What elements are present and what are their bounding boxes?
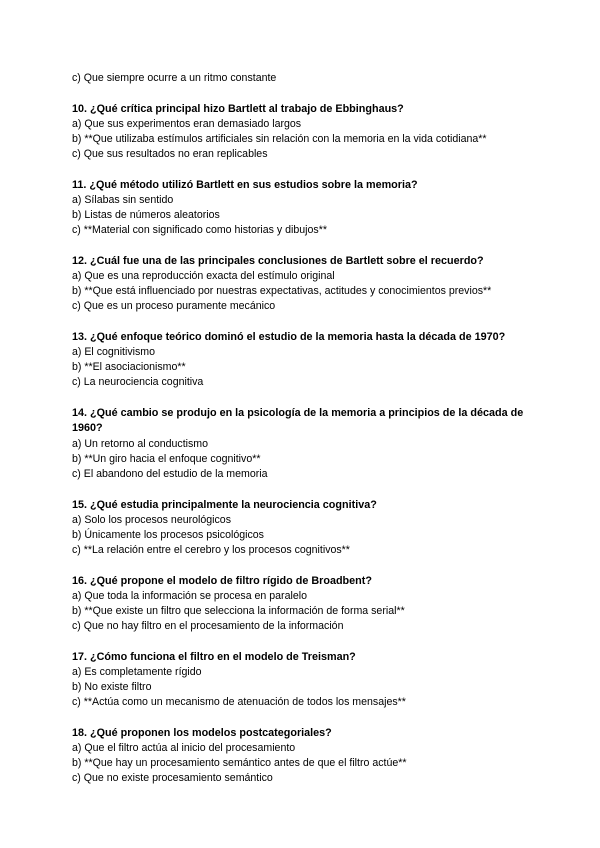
question-title: 18. ¿Qué proponen los modelos postcategoriales? bbox=[72, 726, 332, 739]
option-c: c) Que no existe procesamiento semántico bbox=[72, 772, 273, 784]
option-b: b) Únicamente los procesos psicológicos bbox=[72, 529, 264, 541]
option-c: c) **La relación entre el cerebro y los procesos cognitivos** bbox=[72, 544, 350, 556]
option-a: a) Sílabas sin sentido bbox=[72, 194, 174, 206]
option-c: c) Que sus resultados no eran replicables bbox=[72, 148, 268, 160]
option-c: c) **Actúa como un mecanismo de atenuación de todos los mensajes** bbox=[72, 696, 406, 708]
option-b: b) **Que hay un procesamiento semántico antes de que el filtro actúe** bbox=[72, 757, 407, 769]
option-a: a) Es completamente rígido bbox=[72, 666, 202, 678]
option-a: a) Que toda la información se procesa en paralelo bbox=[72, 590, 307, 602]
option-c: c) Que no hay filtro en el procesamiento de la información bbox=[72, 620, 344, 632]
option-c: c) La neurociencia cognitiva bbox=[72, 376, 204, 388]
option-a: a) Un retorno al conductismo bbox=[72, 438, 209, 450]
question-title: 12. ¿Cuál fue una de las principales conclusiones de Bartlett sobre el recuerdo? bbox=[72, 254, 484, 267]
option-a: a) Que el filtro actúa al inicio del procesamiento bbox=[72, 742, 296, 754]
question-11 bbox=[72, 178, 542, 239]
option-b: b) **Que utilizaba estímulos artificiales sin relación con la memoria en la vida cotidiana** bbox=[72, 133, 487, 145]
option-b: b) No existe filtro bbox=[72, 681, 152, 693]
option-a: a) Que es una reproducción exacta del estímulo original bbox=[72, 270, 335, 282]
question-title: 16. ¿Qué propone el modelo de filtro rígido de Broadbent? bbox=[72, 574, 372, 587]
question-title: 10. ¿Qué crítica principal hizo Bartlett al trabajo de Ebbinghaus? bbox=[72, 102, 404, 115]
option-a: a) El cognitivismo bbox=[72, 346, 156, 358]
question-18 bbox=[72, 726, 542, 787]
option-c: c) **Material con significado como historias y dibujos** bbox=[72, 224, 327, 236]
question-title: 15. ¿Qué estudia principalmente la neurociencia cognitiva? bbox=[72, 498, 377, 511]
question-14 bbox=[72, 406, 542, 483]
question-title: 11. ¿Qué método utilizó Bartlett en sus estudios sobre la memoria? bbox=[72, 178, 418, 191]
question-title: 14. ¿Qué cambio se produjo en la psicología de la memoria a principios de la década de 1960? bbox=[72, 406, 524, 434]
quiz-content bbox=[72, 71, 542, 786]
option-c: c) El abandono del estudio de la memoria bbox=[72, 468, 268, 480]
question-title: 13. ¿Qué enfoque teórico dominó el estudio de la memoria hasta la década de 1970? bbox=[72, 330, 506, 343]
option-a: a) Solo los procesos neurológicos bbox=[72, 514, 231, 526]
question-15 bbox=[72, 498, 542, 559]
option-c: c) Que es un proceso puramente mecánico bbox=[72, 300, 276, 312]
option-b: b) **Que existe un filtro que selecciona la información de forma serial** bbox=[72, 605, 405, 617]
question-10 bbox=[72, 102, 542, 163]
question-16 bbox=[72, 574, 542, 635]
question-title: 17. ¿Cómo funciona el filtro en el modelo de Treisman? bbox=[72, 650, 356, 663]
option-b: b) **Que está influenciado por nuestras expectativas, actitudes y conocimientos previos** bbox=[72, 285, 492, 297]
question-12 bbox=[72, 254, 542, 315]
option-b: b) **El asociacionismo** bbox=[72, 361, 186, 373]
question-13 bbox=[72, 330, 542, 391]
option-a: a) Que sus experimentos eran demasiado largos bbox=[72, 118, 302, 130]
option-b: b) Listas de números aleatorios bbox=[72, 209, 220, 221]
question-17 bbox=[72, 650, 542, 711]
option-b: b) **Un giro hacia el enfoque cognitivo** bbox=[72, 453, 261, 465]
previous-answer-line: c) Que siempre ocurre a un ritmo constante bbox=[72, 72, 277, 84]
